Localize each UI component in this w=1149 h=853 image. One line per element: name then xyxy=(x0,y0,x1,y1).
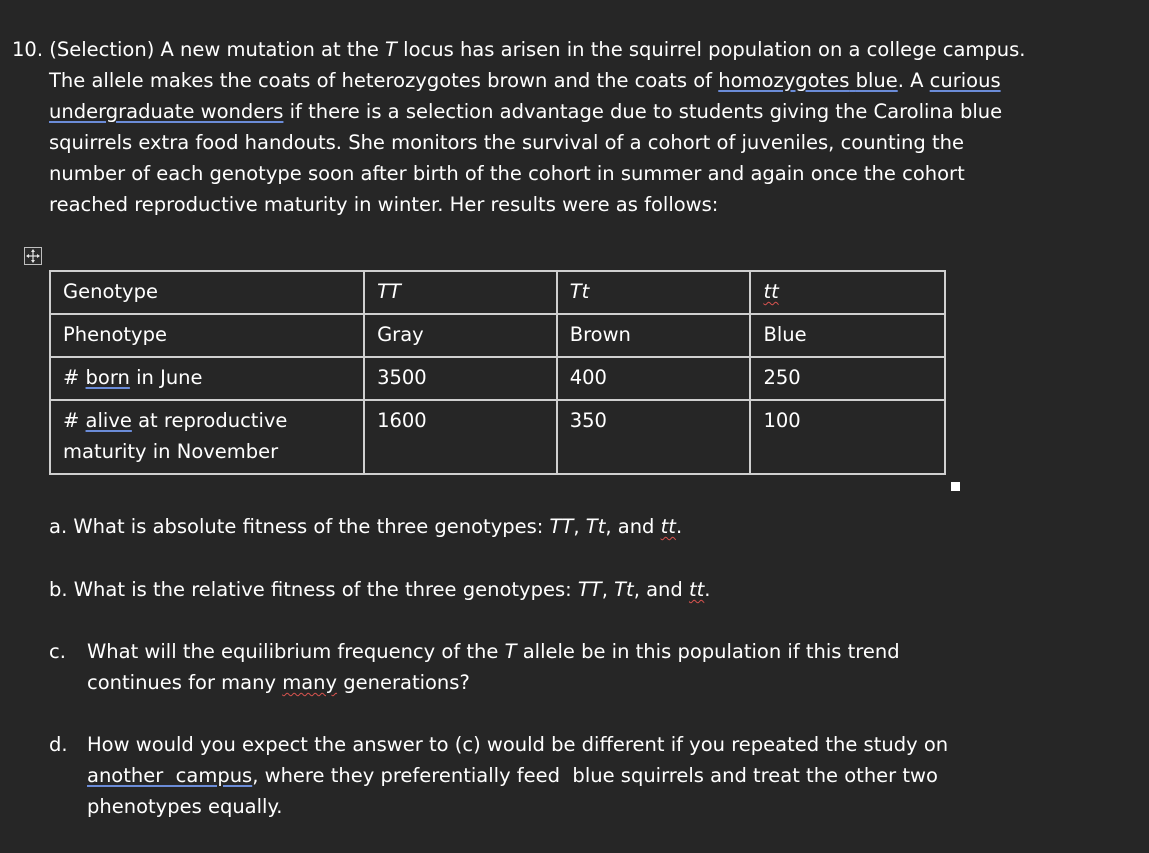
spelling-underline: tt xyxy=(660,515,676,538)
table-cell[interactable]: 350 xyxy=(557,400,751,474)
spelling-underline: tt xyxy=(763,280,779,303)
grammar-underline[interactable]: blue xyxy=(855,69,898,92)
question-a: a. What is absolute fitness of the three genotypes: TT, Tt, and tt. xyxy=(49,515,683,538)
grammar-underline[interactable]: curious xyxy=(929,69,1001,92)
problem-line-3: undergraduate wonders if there is a selection advantage due to students giving the Carolina blue xyxy=(49,100,1003,123)
move-arrows-icon xyxy=(25,248,41,264)
table-cell[interactable]: Gray xyxy=(364,314,557,357)
table-cell[interactable]: 3500 xyxy=(364,357,557,400)
table-cell[interactable]: Phenotype xyxy=(50,314,364,357)
table-cell[interactable]: 400 xyxy=(557,357,751,400)
problem-number: 10. xyxy=(12,38,44,61)
spelling-underline: tt xyxy=(688,578,705,601)
table-cell[interactable]: # alive at reproductive maturity in November xyxy=(50,400,364,474)
table-cell[interactable]: 100 xyxy=(750,400,945,474)
table-row-genotype xyxy=(50,271,945,314)
grammar-underline[interactable]: homozygotes xyxy=(718,69,850,92)
table-row-alive xyxy=(50,400,945,474)
grammar-underline[interactable]: undergraduate wonders xyxy=(49,100,284,123)
table-cell[interactable]: Tt xyxy=(557,271,751,314)
table-cell[interactable]: 250 xyxy=(750,357,945,400)
problem-line-5: number of each genotype soon after birth of the cohort in summer and again once the cohort xyxy=(49,162,965,185)
table-cell[interactable]: Brown xyxy=(557,314,751,357)
genotype-table[interactable] xyxy=(49,270,946,475)
problem-line-6: reached reproductive maturity in winter. Her results were as follows: xyxy=(49,193,719,216)
problem-line-1: 10. (Selection) A new mutation at the T locus has arisen in the squirrel population on a college campus. xyxy=(12,38,1026,61)
table-resize-handle[interactable] xyxy=(951,482,960,491)
table-cell[interactable]: # born in June xyxy=(50,357,364,400)
grammar-underline: alive xyxy=(85,409,132,432)
table-cell[interactable] xyxy=(750,271,945,314)
question-b: b. What is the relative fitness of the three genotypes: TT, Tt, and tt. xyxy=(49,578,711,601)
spelling-underline: many xyxy=(282,671,338,694)
table-cell[interactable]: Genotype xyxy=(50,271,364,314)
table-move-handle[interactable] xyxy=(24,247,42,265)
table-row-born xyxy=(50,357,945,400)
problem-line-4: squirrels extra food handouts. She monitors the survival of a cohort of juveniles, counting the xyxy=(49,131,964,154)
question-d: d. How would you expect the answer to (c) would be different if you repeated the study on another campus, where they preferentially feed blue squirrels and treat the other two phenotypes equally. xyxy=(49,733,949,818)
question-c: c. What will the equilibrium frequency of the T allele be in this population if this trend continues for many many generations? xyxy=(49,640,900,694)
problem-line-2: The allele makes the coats of heterozygotes brown and the coats of homozygotes blue. A curious xyxy=(49,69,1001,92)
table-cell[interactable]: Blue xyxy=(750,314,945,357)
problem-statement xyxy=(12,34,1132,220)
grammar-underline: born xyxy=(85,366,130,389)
table-row-phenotype xyxy=(50,314,945,357)
table-cell[interactable]: TT xyxy=(364,271,557,314)
table-cell[interactable]: 1600 xyxy=(364,400,557,474)
grammar-underline: another campus xyxy=(87,764,253,787)
